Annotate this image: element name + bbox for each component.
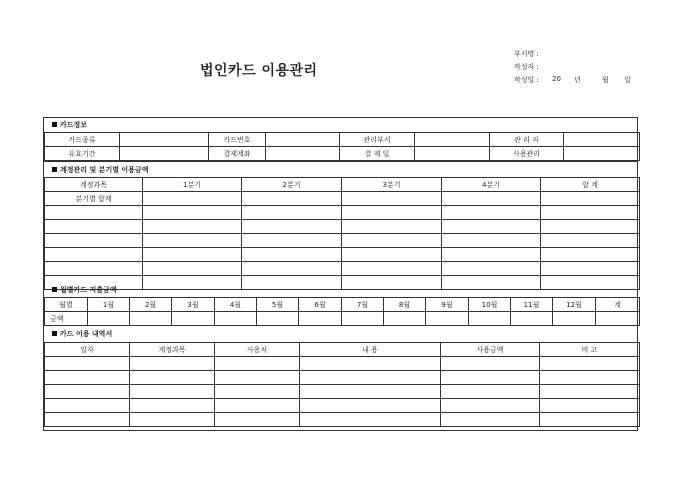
cell[interactable] bbox=[342, 206, 442, 220]
cell[interactable] bbox=[541, 248, 640, 262]
managing-dept-label: 관리부서 bbox=[340, 133, 415, 147]
date-day-unit: 일 bbox=[624, 76, 631, 84]
col-month: 6월 bbox=[299, 298, 342, 312]
cell[interactable] bbox=[215, 385, 300, 399]
cell[interactable] bbox=[242, 206, 342, 220]
col-amount: 사용금액 bbox=[441, 343, 540, 357]
col-month: 5월 bbox=[257, 298, 299, 312]
cell[interactable] bbox=[553, 312, 596, 326]
cell[interactable] bbox=[540, 399, 640, 413]
square-bullet-icon bbox=[52, 167, 57, 172]
managing-dept-field[interactable] bbox=[415, 133, 490, 147]
col-q2: 2분기 bbox=[242, 178, 342, 192]
payment-account-field[interactable] bbox=[266, 147, 340, 161]
table-row bbox=[45, 371, 640, 385]
col-date: 일자 bbox=[45, 343, 130, 357]
table-row bbox=[45, 312, 640, 326]
cell[interactable] bbox=[300, 413, 441, 427]
cell[interactable] bbox=[242, 234, 342, 248]
cell[interactable] bbox=[342, 192, 442, 206]
table-row bbox=[45, 220, 640, 234]
table-header-row bbox=[45, 343, 640, 357]
cell[interactable] bbox=[300, 357, 441, 371]
col-q1: 1분기 bbox=[143, 178, 242, 192]
col-month: 4월 bbox=[215, 298, 257, 312]
cell[interactable] bbox=[541, 192, 640, 206]
payment-day-field[interactable] bbox=[415, 147, 490, 161]
quarterly-total-label: 분기별 합계 bbox=[45, 192, 143, 206]
cell[interactable] bbox=[143, 206, 242, 220]
usage-manager-label: 사용관리 bbox=[490, 147, 564, 161]
cell[interactable] bbox=[130, 413, 215, 427]
cell[interactable] bbox=[215, 371, 300, 385]
col-month: 7월 bbox=[342, 298, 384, 312]
cell[interactable] bbox=[540, 371, 640, 385]
cell[interactable] bbox=[300, 399, 441, 413]
col-month: 12월 bbox=[553, 298, 596, 312]
cell[interactable] bbox=[441, 371, 540, 385]
cell[interactable] bbox=[45, 413, 130, 427]
col-month: 3월 bbox=[172, 298, 215, 312]
cell[interactable] bbox=[442, 262, 541, 276]
cell[interactable] bbox=[242, 262, 342, 276]
validity-field[interactable] bbox=[120, 147, 209, 161]
cell[interactable] bbox=[511, 312, 553, 326]
cell[interactable] bbox=[45, 371, 130, 385]
cell[interactable] bbox=[45, 234, 143, 248]
cell[interactable] bbox=[242, 192, 342, 206]
cell[interactable] bbox=[143, 192, 242, 206]
col-merchant: 사용처 bbox=[215, 343, 300, 357]
cell[interactable] bbox=[540, 357, 640, 371]
date-label: 작성일 : bbox=[514, 76, 539, 84]
cell[interactable] bbox=[596, 312, 640, 326]
cell[interactable] bbox=[45, 248, 143, 262]
col-month: 11월 bbox=[511, 298, 553, 312]
cell[interactable] bbox=[384, 312, 426, 326]
cell[interactable] bbox=[441, 413, 540, 427]
form-sheet bbox=[43, 117, 638, 431]
cell[interactable] bbox=[442, 248, 541, 262]
col-month: 9월 bbox=[426, 298, 469, 312]
table-row bbox=[45, 399, 640, 413]
table-header-row bbox=[45, 178, 640, 192]
cell[interactable] bbox=[257, 312, 299, 326]
card-type-field[interactable] bbox=[120, 133, 209, 147]
date-year: 20 bbox=[552, 75, 561, 83]
usage-manager-field[interactable] bbox=[564, 147, 640, 161]
usage-table bbox=[44, 342, 640, 427]
cell[interactable] bbox=[215, 357, 300, 371]
cell[interactable] bbox=[342, 220, 442, 234]
cell[interactable] bbox=[442, 220, 541, 234]
cell[interactable] bbox=[441, 399, 540, 413]
col-account: 계정과목 bbox=[130, 343, 215, 357]
cell[interactable] bbox=[299, 312, 342, 326]
month-label: 월별 bbox=[45, 298, 88, 312]
cell[interactable] bbox=[143, 234, 242, 248]
cell[interactable] bbox=[442, 234, 541, 248]
col-month: 10월 bbox=[469, 298, 511, 312]
monthly-table bbox=[44, 297, 640, 326]
table-row bbox=[45, 248, 640, 262]
square-bullet-icon bbox=[52, 122, 57, 127]
table-row bbox=[45, 234, 640, 248]
table-row bbox=[45, 357, 640, 371]
col-q3: 3분기 bbox=[342, 178, 442, 192]
section-title: 카드정보 bbox=[60, 121, 88, 129]
cell[interactable] bbox=[242, 220, 342, 234]
payment-day-label: 결 제 일 bbox=[340, 147, 415, 161]
payment-account-label: 결제계좌 bbox=[209, 147, 266, 161]
col-q4: 4분기 bbox=[442, 178, 541, 192]
square-bullet-icon bbox=[52, 287, 57, 292]
section-title: 월별카드 지출금액 bbox=[60, 286, 117, 294]
amount-label: 금액 bbox=[45, 312, 88, 326]
cell[interactable] bbox=[45, 357, 130, 371]
manager-field[interactable] bbox=[564, 133, 640, 147]
cell[interactable] bbox=[242, 248, 342, 262]
card-info-table bbox=[44, 132, 640, 161]
cell[interactable] bbox=[541, 262, 640, 276]
manager-label: 관 리 자 bbox=[490, 133, 564, 147]
cell[interactable] bbox=[441, 357, 540, 371]
dept-label: 부서명 : bbox=[514, 50, 539, 58]
cell[interactable] bbox=[215, 312, 257, 326]
table-row bbox=[45, 413, 640, 427]
table-row bbox=[45, 192, 640, 206]
card-number-label: 카드번호 bbox=[209, 133, 266, 147]
cell[interactable] bbox=[300, 385, 441, 399]
col-month: 8월 bbox=[384, 298, 426, 312]
cell[interactable] bbox=[45, 206, 143, 220]
table-row bbox=[45, 147, 640, 161]
cell[interactable] bbox=[469, 312, 511, 326]
cell[interactable] bbox=[342, 312, 384, 326]
divider bbox=[44, 161, 637, 162]
cell[interactable] bbox=[342, 262, 442, 276]
col-month: 2월 bbox=[130, 298, 172, 312]
table-row bbox=[45, 262, 640, 276]
cell[interactable] bbox=[540, 385, 640, 399]
section-title: 카드 이용 내역서 bbox=[60, 330, 113, 338]
col-month: 1월 bbox=[88, 298, 130, 312]
col-details: 내 용 bbox=[300, 343, 441, 357]
section-monthly bbox=[44, 285, 637, 295]
cell[interactable] bbox=[541, 234, 640, 248]
cell[interactable] bbox=[130, 312, 172, 326]
cell[interactable] bbox=[172, 312, 215, 326]
cell[interactable] bbox=[541, 206, 640, 220]
card-number-field[interactable] bbox=[266, 133, 340, 147]
section-usage bbox=[44, 329, 637, 339]
cell[interactable] bbox=[342, 234, 442, 248]
cell[interactable] bbox=[130, 385, 215, 399]
cell[interactable] bbox=[130, 371, 215, 385]
cell[interactable] bbox=[45, 220, 143, 234]
cell[interactable] bbox=[540, 413, 640, 427]
table-header-row bbox=[45, 298, 640, 312]
cell[interactable] bbox=[143, 220, 242, 234]
page-title: 법인카드 이용관리 bbox=[200, 63, 318, 79]
cell[interactable] bbox=[130, 357, 215, 371]
writer-label: 작성자 : bbox=[514, 63, 539, 71]
cell[interactable] bbox=[45, 262, 143, 276]
table-row bbox=[45, 385, 640, 399]
cell[interactable] bbox=[441, 385, 540, 399]
date-month-unit: 월 bbox=[602, 76, 609, 84]
section-quarterly bbox=[44, 165, 637, 175]
square-bullet-icon bbox=[52, 331, 57, 336]
cell[interactable] bbox=[45, 399, 130, 413]
table-row bbox=[45, 206, 640, 220]
section-title: 계정관리 및 분기별 이용금액 bbox=[60, 166, 149, 174]
validity-label: 유효기간 bbox=[45, 147, 120, 161]
col-month-total: 계 bbox=[596, 298, 640, 312]
cell[interactable] bbox=[541, 220, 640, 234]
cell[interactable] bbox=[342, 248, 442, 262]
cell[interactable] bbox=[300, 371, 441, 385]
quarterly-table bbox=[44, 177, 640, 290]
date-year-unit: 년 bbox=[574, 76, 581, 84]
cell[interactable] bbox=[45, 385, 130, 399]
cell[interactable] bbox=[88, 312, 130, 326]
col-remarks: 비 고 bbox=[540, 343, 640, 357]
cell[interactable] bbox=[442, 192, 541, 206]
col-account: 계정과목 bbox=[45, 178, 143, 192]
card-type-label: 카드종류 bbox=[45, 133, 120, 147]
cell[interactable] bbox=[143, 248, 242, 262]
col-total: 합 계 bbox=[541, 178, 640, 192]
cell[interactable] bbox=[215, 399, 300, 413]
section-card-info bbox=[44, 120, 637, 130]
cell[interactable] bbox=[215, 413, 300, 427]
table-row bbox=[45, 133, 640, 147]
cell[interactable] bbox=[130, 399, 215, 413]
cell[interactable] bbox=[426, 312, 469, 326]
cell[interactable] bbox=[442, 206, 541, 220]
cell[interactable] bbox=[143, 262, 242, 276]
